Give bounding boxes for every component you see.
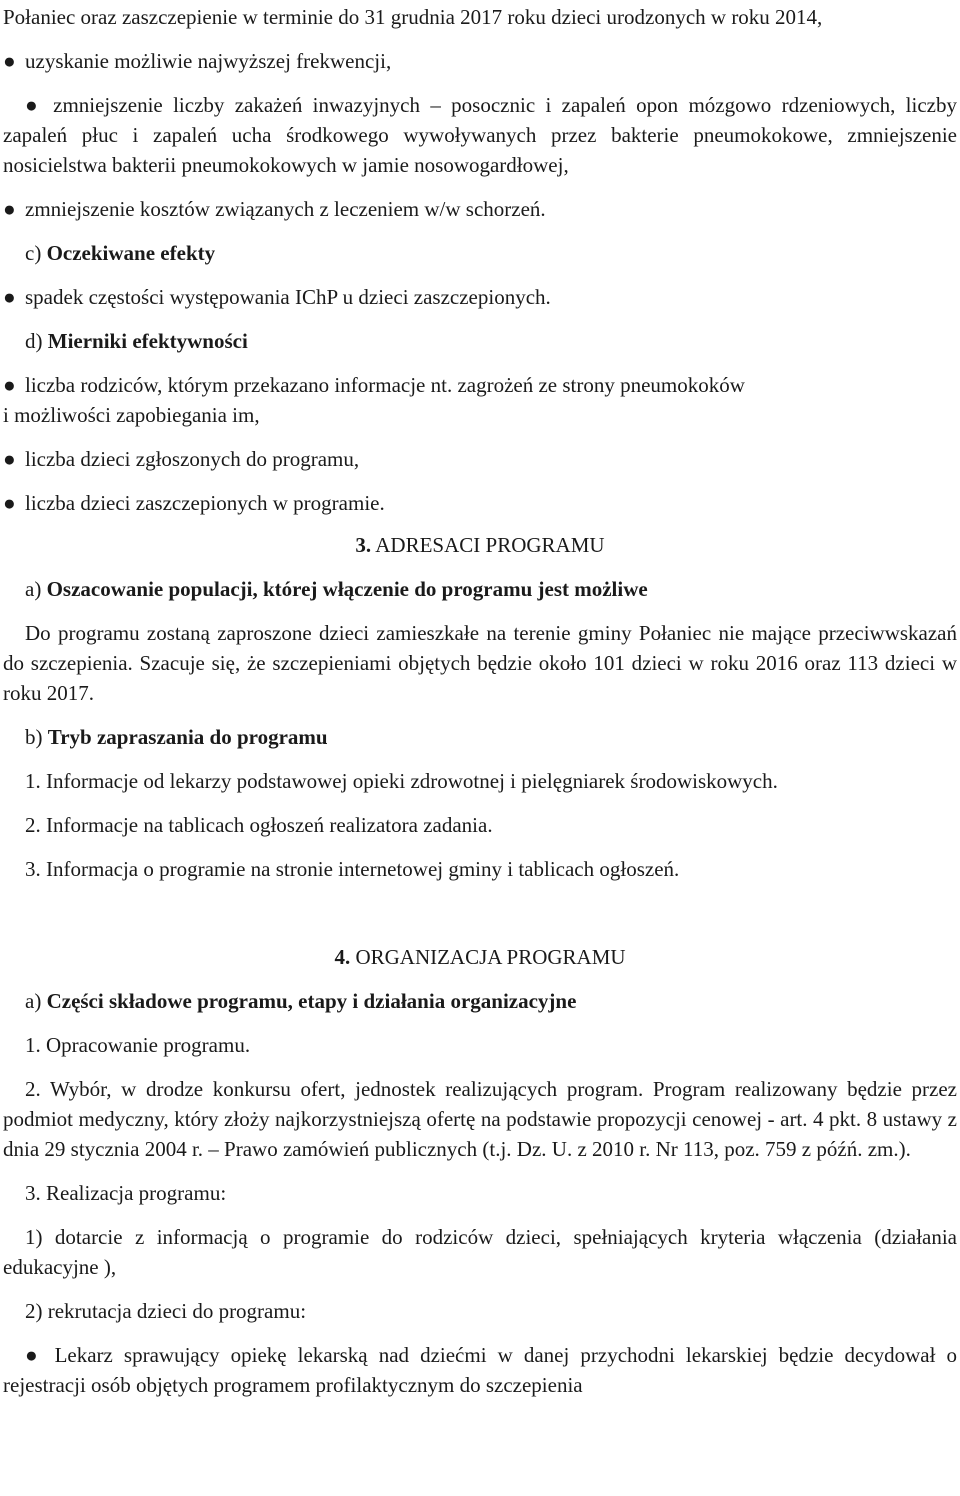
- bullet-icon: ●: [3, 447, 16, 471]
- bullet-icon: ●: [3, 491, 16, 515]
- list-item-selection: 2. Wybór, w drodze konkursu ofert, jednostek realizujących program. Program realizowany będzie przez podmiot medyczny, który złoży najkorzystniejszą ofertę na podstawie propozycji cenowej - art. 4 pkt. 8 ustawy z dnia 29 stycznia 2004 r. – Prawo zamówień publicznych (t.j. Dz. U. z 2010 r. Nr 113, poz. 759 z późń. zm.).: [3, 1077, 957, 1161]
- bullet-icon: ●: [25, 1343, 44, 1367]
- heading-marker: d): [25, 329, 43, 353]
- list-item-implementation: 3. Realizacja programu:: [25, 1181, 227, 1205]
- section-heading-addressees: [3, 530, 957, 560]
- heading-marker: c): [25, 241, 42, 265]
- bullet-text: spadek częstości występowania IChP u dzieci zaszczepionych.: [25, 285, 551, 309]
- bullet-icon: ●: [3, 285, 16, 309]
- section-title: ADRESACI PROGRAMU: [375, 533, 605, 557]
- bullet-item-registered: [3, 444, 957, 474]
- bullet-text: liczba dzieci zgłoszonych do programu,: [25, 447, 360, 471]
- section-title: ORGANIZACJA PROGRAMU: [355, 945, 626, 969]
- bullet-item-ichp: [3, 282, 957, 312]
- bullet-text: zmniejszenie liczby zakażeń inwazyjnych – posocznic i zapaleń opon mózgowo rdzeniowych, liczby zapaleń płuc i zapaleń ucha środkowego wywoływanych przez bakterie pneumokokowe, zmniejszenie nosicielstwa bakterii pneumokokowych w jamie nosowogardłowej,: [3, 93, 957, 177]
- bullet-icon: ●: [25, 93, 43, 117]
- section-number: 4.: [334, 945, 351, 969]
- section-number: 3.: [355, 533, 372, 557]
- bullet-icon: ●: [3, 373, 16, 397]
- list-item-recruitment: 2) rekrutacja dzieci do programu:: [25, 1299, 307, 1323]
- bullet-icon: ●: [3, 197, 16, 221]
- list-item-notice-boards: 2. Informacje na tablicach ogłoszeń realizatora zadania.: [25, 813, 493, 837]
- bullet-text: zmniejszenie kosztów związanych z leczeniem w/w schorzeń.: [25, 197, 546, 221]
- heading-components: [3, 986, 957, 1016]
- heading-text: Tryb zapraszania do programu: [47, 725, 328, 749]
- heading-text: Oszacowanie populacji, której włączenie do programu jest możliwe: [46, 577, 648, 601]
- bullet-text-line1: liczba rodziców, którym przekazano informacje nt. zagrożeń ze strony pneumokoków: [25, 373, 745, 397]
- heading-invitation-mode: [3, 722, 957, 752]
- heading-text: Mierniki efektywności: [47, 329, 248, 353]
- heading-population-estimate: [3, 574, 957, 604]
- paragraph-population: Do programu zostaną zaproszone dzieci zamieszkałe na terenie gminy Połaniec nie mające przeciwwskazań do szczepienia. Szacuje się, że szczepieniami objętych będzie około 101 dzieci w roku 2016 oraz 113 dzieci w roku 2017.: [3, 621, 957, 705]
- bullet-item-vaccinated: [3, 488, 957, 518]
- heading-marker: a): [25, 989, 42, 1013]
- bullet-item-frequency: [3, 46, 957, 76]
- heading-marker: a): [25, 577, 42, 601]
- list-item-preparation: 1. Opracowanie programu.: [25, 1033, 251, 1057]
- list-item-doctors: 1. Informacje od lekarzy podstawowej opieki zdrowotnej i pielęgniarek środowiskowych.: [25, 769, 778, 793]
- bullet-text-line2: i możliwości zapobiegania im,: [3, 403, 260, 427]
- bullet-item-parents: [3, 370, 957, 430]
- bullet-icon: ●: [3, 49, 16, 73]
- bullet-text: liczba dzieci zaszczepionych w programie.: [25, 491, 385, 515]
- heading-text: Części składowe programu, etapy i działania organizacyjne: [46, 989, 577, 1013]
- bullet-item-costs: [3, 194, 957, 224]
- section-heading-organization: [3, 942, 957, 972]
- list-item-website: 3. Informacja o programie na stronie internetowej gminy i tablicach ogłoszeń.: [25, 857, 680, 881]
- bullet-item-infections: [3, 90, 957, 180]
- document-page: [0, 2, 960, 1400]
- bullet-text: uzyskanie możliwie najwyższej frekwencji,: [25, 49, 392, 73]
- heading-marker: b): [25, 725, 43, 749]
- heading-effectiveness-measures: [3, 326, 957, 356]
- paragraph-intro: Połaniec oraz zaszczepienie w terminie do 31 grudnia 2017 roku dzieci urodzonych w roku 2014,: [3, 5, 823, 29]
- bullet-item-doctor-decision: [3, 1340, 957, 1400]
- bullet-text: Lekarz sprawujący opiekę lekarską nad dziećmi w danej przychodni lekarskiej będzie decydował o rejestracji osób objętych programem profilaktycznym do szczepienia: [3, 1343, 958, 1397]
- list-item-outreach: 1) dotarcie z informacją o programie do rodziców dzieci, spełniających kryteria włączenia (działania edukacyjne ),: [3, 1225, 957, 1279]
- heading-expected-effects: [3, 238, 957, 268]
- heading-text: Oczekiwane efekty: [46, 241, 216, 265]
